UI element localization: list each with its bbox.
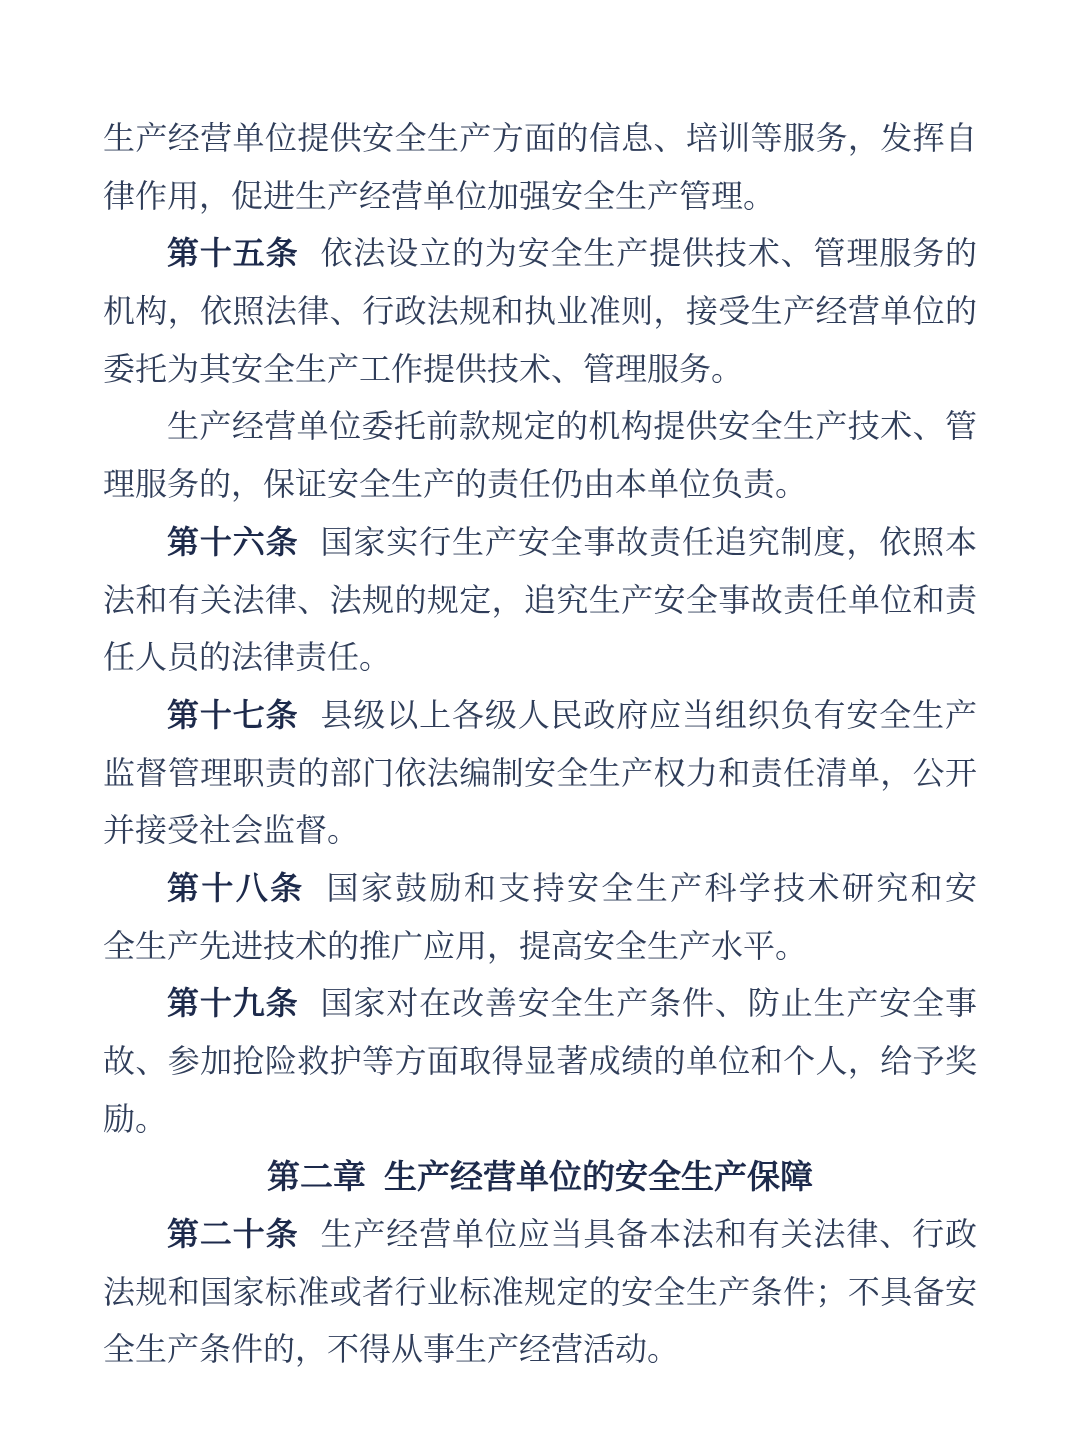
- line-text: 故、参加抢险救护等方面取得显著成绩的单位和个人，给予奖: [103, 1043, 977, 1079]
- text-line: [103, 168, 977, 226]
- text-line: [103, 283, 977, 341]
- text-line: [103, 687, 977, 745]
- line-text: 生产经营单位的安全生产保障: [384, 1158, 813, 1196]
- article-number-label: 第十八条: [167, 869, 305, 906]
- line-text: 法规和国家标准或者行业标准规定的安全生产条件；不具备安: [103, 1273, 977, 1310]
- line-text: 县级以上各级人民政府应当组织负有安全生产: [320, 696, 977, 733]
- text-line: [103, 225, 977, 283]
- line-text: 律作用，促进生产经营单位加强安全生产管理。: [103, 177, 776, 214]
- document-body: [103, 110, 977, 1379]
- text-line: [103, 398, 977, 456]
- text-line: [103, 1206, 977, 1264]
- line-text: 并接受社会监督。: [103, 812, 360, 849]
- article-number-label: 第十七条: [167, 696, 299, 733]
- line-text: 国家实行生产安全事故责任追究制度，依照本: [320, 523, 977, 560]
- chapter-heading: [103, 1148, 977, 1206]
- article-number-label: 第十九条: [167, 985, 299, 1022]
- text-line: [103, 456, 977, 514]
- text-line: [103, 341, 977, 399]
- line-text: 监督管理职责的部门依法编制安全生产权力和责任清单，公开: [103, 754, 977, 791]
- line-text: 生产经营单位委托前款规定的机构提供安全生产技术、管: [167, 408, 977, 445]
- article-number-label: 第二十条: [167, 1216, 299, 1253]
- text-line: [103, 860, 977, 918]
- line-text: 全生产先进技术的推广应用，提高安全生产水平。: [103, 927, 808, 964]
- text-line: [103, 745, 977, 803]
- text-line: [103, 802, 977, 860]
- text-line: [103, 572, 977, 630]
- text-line: [103, 514, 977, 572]
- article-number-label: 第十五条: [167, 235, 299, 272]
- article-number-label: 第十六条: [167, 523, 299, 560]
- line-text: 励。: [103, 1100, 168, 1137]
- text-line: [103, 1091, 977, 1149]
- line-text: 国家对在改善安全生产条件、防止生产安全事: [320, 985, 977, 1022]
- line-text: 生产经营单位提供安全生产方面的信息、培训等服务，发挥自: [103, 120, 977, 156]
- line-text: 委托为其安全生产工作提供技术、管理服务。: [103, 350, 744, 387]
- line-text: 机构，依照法律、行政法规和执业准则，接受生产经营单位的: [103, 293, 977, 330]
- line-text: 法和有关法律、法规的规定，追究生产安全事故责任单位和责: [103, 581, 977, 618]
- text-line: [103, 1264, 977, 1322]
- text-line: [103, 1033, 977, 1091]
- line-text: 理服务的，保证安全生产的责任仍由本单位负责。: [103, 466, 808, 503]
- text-line: [103, 975, 977, 1033]
- line-text: 国家鼓励和支持安全生产科学技术研究和安: [326, 869, 977, 906]
- line-text: 任人员的法律责任。: [103, 639, 392, 676]
- line-text: 生产经营单位应当具备本法和有关法律、行政: [320, 1216, 977, 1253]
- line-text: 依法设立的为安全生产提供技术、管理服务的: [320, 235, 977, 272]
- text-line: [103, 110, 977, 168]
- line-text: 全生产条件的，不得从事生产经营活动。: [103, 1331, 680, 1368]
- text-line: [103, 629, 977, 687]
- chapter-number-label: 第二章: [267, 1158, 366, 1196]
- text-line: [103, 1321, 977, 1379]
- text-line: [103, 918, 977, 976]
